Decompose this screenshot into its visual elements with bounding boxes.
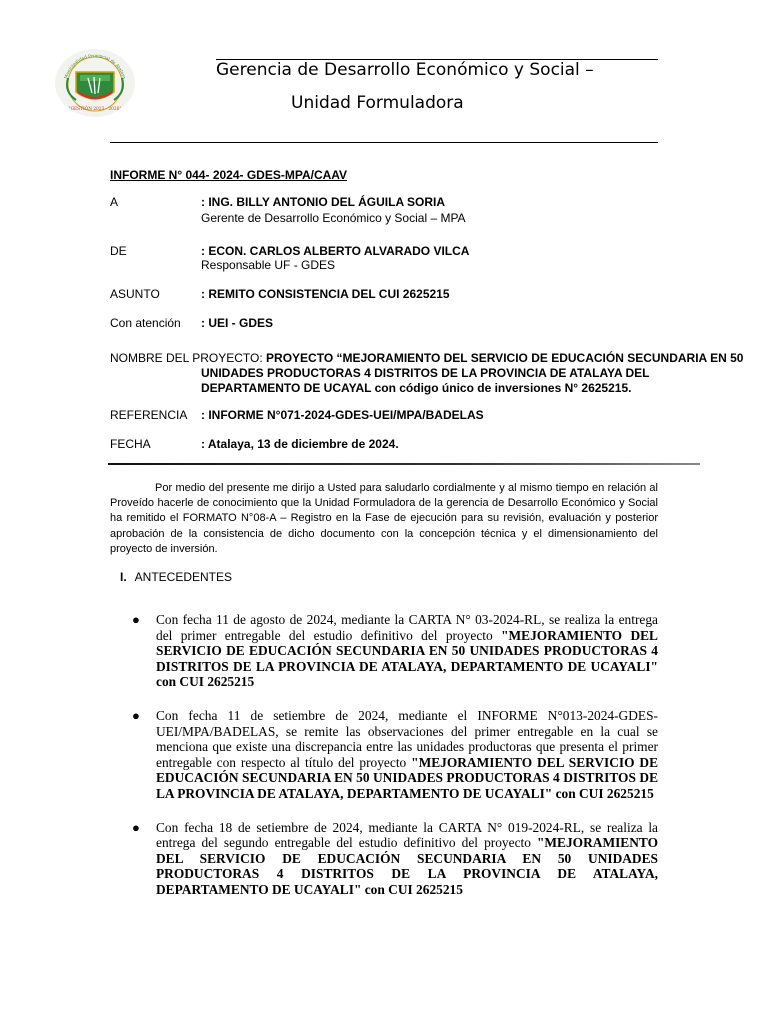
- bullet-icon: ●: [132, 707, 140, 723]
- report-number: INFORME N° 044- 2024- GDES-MPA/CAAV: [110, 168, 348, 182]
- header-rule-bottom: [110, 142, 658, 143]
- seal-text-top: Municipalidad Provincial de Atalaya: [62, 52, 128, 80]
- subject-value: : REMITO CONSISTENCIA DEL CUI 2625215: [201, 287, 450, 301]
- list-item-project: "MEJORAMIENTO DEL SERVICIO DE EDUCACIÓN SECUNDARIA EN 50 UNIDADES PRODUCTORAS 4 DISTRITOS DE LA PROVINCIA DE ATALAYA, DEPARTAMENTO DE UCAYALI" con CUI 2625215: [156, 754, 658, 801]
- list-item-text: Con fecha 18 de setiembre de 2024, mediante la CARTA N° 019-2024-RL, se realiza la entrega del segundo entregable del estudio definitivo del proyecto: [156, 819, 658, 851]
- from-role: Responsable UF - GDES: [201, 258, 336, 272]
- section-heading: [120, 570, 232, 584]
- bullet-icon: ●: [132, 612, 140, 627]
- project-label: NOMBRE DEL PROYECTO:: [110, 351, 267, 365]
- project-name-line-1: [110, 351, 743, 366]
- to-role: Gerente de Desarrollo Económico y Social – MPA: [201, 211, 466, 225]
- section-separator: [108, 463, 700, 465]
- to-label: A: [110, 195, 119, 209]
- header-title-line-2: Unidad Formuladora: [291, 93, 464, 113]
- intro-paragraph: [110, 481, 658, 557]
- reference-value: : INFORME N°071-2024-GDES-UEI/MPA/BADELAS: [201, 408, 484, 422]
- list-item-text: Con fecha 11 de setiembre de 2024, mediante el INFORME N°013-2024-GDES-UEI/MPA/BADELAS, se remite las observaciones del primer entregable en la cual se menciona que existe una discrepancia entre las unidades productoras que presenta el primer entregable con respecto al título del proyecto: [156, 707, 658, 770]
- antecedentes-list: [132, 612, 658, 916]
- date-value: : Atalaya, 13 de diciembre de 2024.: [201, 437, 399, 451]
- list-item: [132, 612, 658, 690]
- list-item: [132, 820, 658, 898]
- seal-text-bottom: "GESTIÓN 2023 - 2026": [68, 107, 122, 112]
- date-label: FECHA: [110, 437, 151, 451]
- from-name: : ECON. CARLOS ALBERTO ALVARADO VILCA: [201, 244, 470, 258]
- project-title-3: DEPARTAMENTO DE UCAYAL con código único de inversiones N° 2625215.: [201, 381, 632, 395]
- list-item: [132, 708, 658, 802]
- subject-label: ASUNTO: [110, 287, 160, 301]
- from-label: DE: [110, 244, 127, 258]
- reference-label: REFERENCIA: [110, 408, 188, 422]
- list-item-text: Con fecha 11 de agosto de 2024, mediante la CARTA N° 03-2024-RL, se realiza la entrega del primer entregable del estudio definitivo del proyecto: [156, 612, 658, 643]
- project-title-1: PROYECTO “MEJORAMIENTO DEL SERVICIO DE EDUCACIÓN SECUNDARIA EN 50: [266, 351, 744, 365]
- intro-text: Por medio del presente me dirijo a Usted para saludarlo cordialmente y al mismo tiempo en relación al Proveído hacerle de conocimiento que la Unidad Formuladora de la gerencia de Desarrollo Económico y Social ha remitido el FORMATO N°08-A – Registro en la Fase de ejecución para su revisión, evaluación y posterior aprobación de la consistencia de dicho documento con la concepción técnica y el dimensionamiento del proyecto de inversión.: [110, 482, 658, 555]
- attention-label: Con atención: [110, 316, 181, 330]
- to-name: : ING. BILLY ANTONIO DEL ÁGUILA SORIA: [201, 195, 446, 209]
- attention-value: : UEI - GDES: [201, 316, 274, 330]
- project-title-2: UNIDADES PRODUCTORAS 4 DISTRITOS DE LA PROVINCIA DE ATALAYA DEL: [201, 366, 650, 380]
- section-title: ANTECEDENTES: [134, 570, 233, 584]
- municipality-seal-logo: [54, 48, 136, 118]
- list-item-project: "MEJORAMIENTO DEL SERVICIO DE EDUCACIÓN SECUNDARIA EN 50 UNIDADES PRODUCTORAS 4 DISTRITOS DE LA PROVINCIA DE ATALAYA, DEPARTAMENTO DE UCAYALI" con CUI 2625215: [156, 627, 658, 690]
- bullet-icon: ●: [132, 819, 140, 835]
- header-title-line-1: Gerencia de Desarrollo Económico y Social –: [216, 60, 594, 80]
- section-number: I.: [120, 570, 127, 584]
- list-item-project: "MEJORAMIENTO DEL SERVICIO DE EDUCACIÓN SECUNDARIA EN 50 UNIDADES PRODUCTORAS 4 DISTRITOS DE LA PROVINCIA DE ATALAYA, DEPARTAMENTO DE UCAYALI" con CUI 2625215: [156, 835, 658, 897]
